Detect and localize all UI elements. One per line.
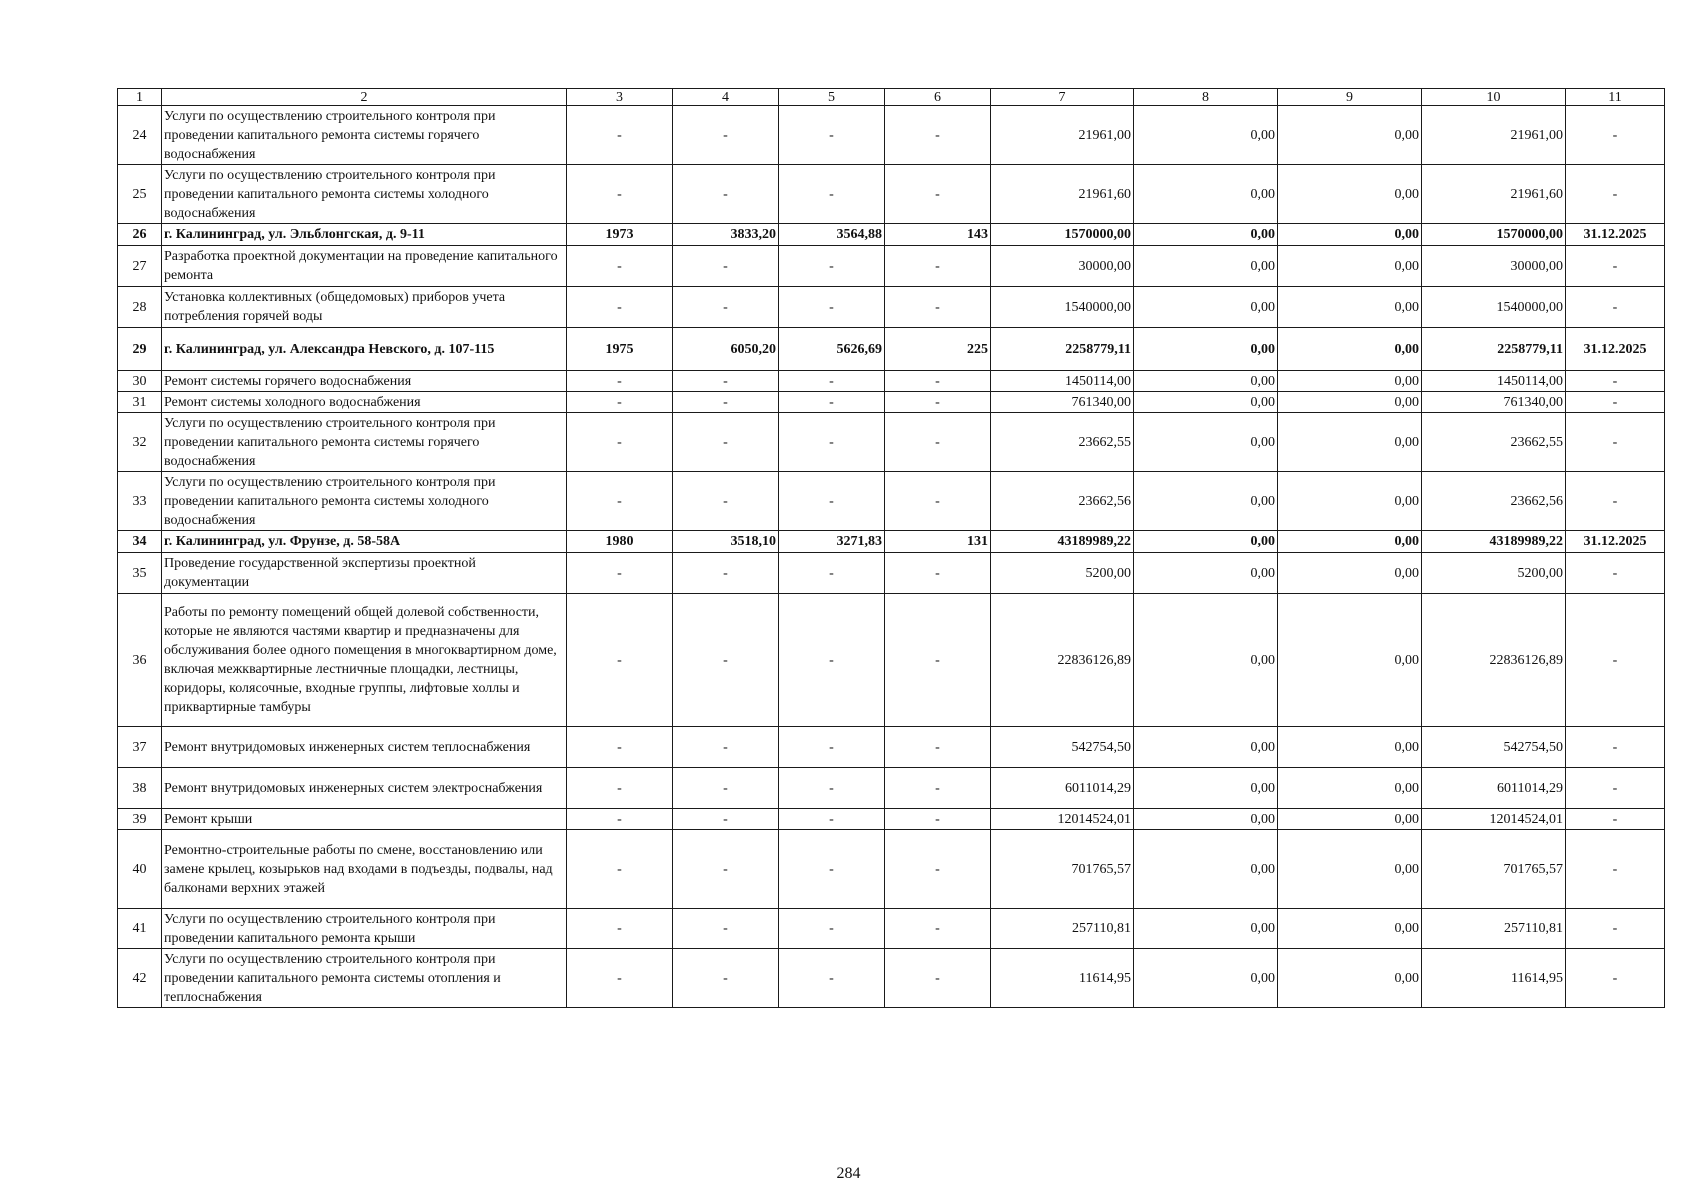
living-area-cell: - — [779, 472, 885, 531]
owner-cost-cell: 21961,00 — [1422, 106, 1566, 165]
deadline-cell: - — [1566, 830, 1665, 909]
work-item-row — [118, 392, 1665, 413]
address-cell: г. Калининград, ул. Александра Невского, д. 107-115 — [162, 328, 567, 371]
work-description: Ремонт системы горячего водоснабжения — [162, 371, 567, 392]
fund-cost-cell: 0,00 — [1134, 246, 1278, 287]
total-area-cell: - — [673, 246, 779, 287]
budget-cost-cell: 0,00 — [1278, 949, 1422, 1008]
deadline-cell: - — [1566, 727, 1665, 768]
living-area-cell: - — [779, 809, 885, 830]
row-number: 31 — [118, 392, 162, 413]
total-area-cell: - — [673, 106, 779, 165]
row-number: 35 — [118, 553, 162, 594]
total-area-cell: - — [673, 392, 779, 413]
living-area-cell: - — [779, 413, 885, 472]
total-cost-cell: 43189989,22 — [991, 531, 1134, 553]
work-description: Услуги по осуществлению строительного контроля при проведении капитального ремонта системы отопления и теплоснабжения — [162, 949, 567, 1008]
row-number: 29 — [118, 328, 162, 371]
budget-cost-cell: 0,00 — [1278, 371, 1422, 392]
fund-cost-cell: 0,00 — [1134, 106, 1278, 165]
living-area-cell: - — [779, 287, 885, 328]
budget-cost-cell: 0,00 — [1278, 165, 1422, 224]
owner-cost-cell: 11614,95 — [1422, 949, 1566, 1008]
budget-cost-cell: 0,00 — [1278, 392, 1422, 413]
residents-cell: - — [885, 909, 991, 949]
row-number: 34 — [118, 531, 162, 553]
owner-cost-cell: 23662,56 — [1422, 472, 1566, 531]
deadline-cell: - — [1566, 246, 1665, 287]
total-area-cell: 3518,10 — [673, 531, 779, 553]
work-item-row — [118, 553, 1665, 594]
year-cell: - — [567, 413, 673, 472]
fund-cost-cell: 0,00 — [1134, 830, 1278, 909]
address-cell: г. Калининград, ул. Фрунзе, д. 58-58А — [162, 531, 567, 553]
work-item-row — [118, 830, 1665, 909]
column-number: 11 — [1566, 89, 1665, 106]
residents-cell: - — [885, 830, 991, 909]
work-description: Разработка проектной документации на проведение капитального ремонта — [162, 246, 567, 287]
living-area-cell: - — [779, 594, 885, 727]
budget-cost-cell: 0,00 — [1278, 768, 1422, 809]
total-cost-cell: 1540000,00 — [991, 287, 1134, 328]
fund-cost-cell: 0,00 — [1134, 472, 1278, 531]
total-area-cell: - — [673, 830, 779, 909]
row-number: 41 — [118, 909, 162, 949]
budget-cost-cell: 0,00 — [1278, 553, 1422, 594]
deadline-cell: - — [1566, 768, 1665, 809]
column-number: 9 — [1278, 89, 1422, 106]
work-item-row — [118, 413, 1665, 472]
work-item-row — [118, 371, 1665, 392]
budget-cost-cell: 0,00 — [1278, 106, 1422, 165]
document-sheet — [117, 88, 1664, 1008]
total-area-cell: - — [673, 287, 779, 328]
column-number: 2 — [162, 89, 567, 106]
row-number: 40 — [118, 830, 162, 909]
work-description: Услуги по осуществлению строительного контроля при проведении капитального ремонта системы горячего водоснабжения — [162, 413, 567, 472]
work-item-row — [118, 165, 1665, 224]
year-cell: - — [567, 287, 673, 328]
year-cell: - — [567, 949, 673, 1008]
residents-cell: - — [885, 246, 991, 287]
row-number: 33 — [118, 472, 162, 531]
total-area-cell: - — [673, 472, 779, 531]
deadline-cell: - — [1566, 287, 1665, 328]
year-cell: 1973 — [567, 224, 673, 246]
total-area-cell: - — [673, 768, 779, 809]
total-area-cell: 3833,20 — [673, 224, 779, 246]
residents-cell: - — [885, 106, 991, 165]
budget-cost-cell: 0,00 — [1278, 809, 1422, 830]
deadline-cell: 31.12.2025 — [1566, 531, 1665, 553]
living-area-cell: - — [779, 727, 885, 768]
living-area-cell: - — [779, 371, 885, 392]
total-area-cell: - — [673, 165, 779, 224]
deadline-cell: - — [1566, 165, 1665, 224]
column-number: 6 — [885, 89, 991, 106]
deadline-cell: 31.12.2025 — [1566, 328, 1665, 371]
fund-cost-cell: 0,00 — [1134, 224, 1278, 246]
address-row — [118, 531, 1665, 553]
residents-cell: - — [885, 472, 991, 531]
budget-cost-cell: 0,00 — [1278, 594, 1422, 727]
address-cell: г. Калининград, ул. Эльблонгская, д. 9-11 — [162, 224, 567, 246]
work-item-row — [118, 246, 1665, 287]
fund-cost-cell: 0,00 — [1134, 768, 1278, 809]
year-cell: - — [567, 594, 673, 727]
row-number: 38 — [118, 768, 162, 809]
fund-cost-cell: 0,00 — [1134, 165, 1278, 224]
total-cost-cell: 22836126,89 — [991, 594, 1134, 727]
total-cost-cell: 542754,50 — [991, 727, 1134, 768]
column-number: 3 — [567, 89, 673, 106]
total-cost-cell: 5200,00 — [991, 553, 1134, 594]
row-number: 25 — [118, 165, 162, 224]
budget-cost-cell: 0,00 — [1278, 909, 1422, 949]
living-area-cell: - — [779, 392, 885, 413]
total-area-cell: - — [673, 371, 779, 392]
row-number: 36 — [118, 594, 162, 727]
work-description: Услуги по осуществлению строительного контроля при проведении капитального ремонта системы холодного водоснабжения — [162, 472, 567, 531]
residents-cell: - — [885, 727, 991, 768]
total-cost-cell: 257110,81 — [991, 909, 1134, 949]
fund-cost-cell: 0,00 — [1134, 371, 1278, 392]
work-item-row — [118, 809, 1665, 830]
row-number: 42 — [118, 949, 162, 1008]
fund-cost-cell: 0,00 — [1134, 727, 1278, 768]
work-description: Ремонт крыши — [162, 809, 567, 830]
year-cell: - — [567, 809, 673, 830]
total-cost-cell: 23662,55 — [991, 413, 1134, 472]
fund-cost-cell: 0,00 — [1134, 553, 1278, 594]
budget-cost-cell: 0,00 — [1278, 727, 1422, 768]
row-number: 30 — [118, 371, 162, 392]
row-number: 32 — [118, 413, 162, 472]
row-number: 27 — [118, 246, 162, 287]
table-body — [118, 89, 1665, 1008]
residents-cell: 131 — [885, 531, 991, 553]
living-area-cell: - — [779, 246, 885, 287]
column-number: 7 — [991, 89, 1134, 106]
work-description: Установка коллективных (общедомовых) приборов учета потребления горячей воды — [162, 287, 567, 328]
budget-cost-cell: 0,00 — [1278, 328, 1422, 371]
column-number: 4 — [673, 89, 779, 106]
deadline-cell: - — [1566, 472, 1665, 531]
owner-cost-cell: 30000,00 — [1422, 246, 1566, 287]
residents-cell: - — [885, 413, 991, 472]
living-area-cell: - — [779, 949, 885, 1008]
work-description: Ремонтно-строительные работы по смене, восстановлению или замене крылец, козырьков над входами в подъезды, подвалы, над балконами верхних этажей — [162, 830, 567, 909]
year-cell: - — [567, 768, 673, 809]
deadline-cell: - — [1566, 371, 1665, 392]
work-item-row — [118, 106, 1665, 165]
page-number: 284 — [836, 1165, 861, 1182]
owner-cost-cell: 1570000,00 — [1422, 224, 1566, 246]
owner-cost-cell: 5200,00 — [1422, 553, 1566, 594]
year-cell: 1975 — [567, 328, 673, 371]
living-area-cell: 5626,69 — [779, 328, 885, 371]
owner-cost-cell: 761340,00 — [1422, 392, 1566, 413]
total-cost-cell: 23662,56 — [991, 472, 1134, 531]
year-cell: - — [567, 830, 673, 909]
work-item-row — [118, 287, 1665, 328]
residents-cell: - — [885, 165, 991, 224]
total-area-cell: - — [673, 727, 779, 768]
budget-cost-cell: 0,00 — [1278, 531, 1422, 553]
deadline-cell: - — [1566, 392, 1665, 413]
owner-cost-cell: 21961,60 — [1422, 165, 1566, 224]
work-description: Ремонт внутридомовых инженерных систем электроснабжения — [162, 768, 567, 809]
column-number-row — [118, 89, 1665, 106]
total-cost-cell: 21961,60 — [991, 165, 1134, 224]
work-description: Ремонт системы холодного водоснабжения — [162, 392, 567, 413]
total-cost-cell: 11614,95 — [991, 949, 1134, 1008]
owner-cost-cell: 43189989,22 — [1422, 531, 1566, 553]
year-cell: - — [567, 553, 673, 594]
residents-cell: 143 — [885, 224, 991, 246]
living-area-cell: - — [779, 830, 885, 909]
budget-cost-cell: 0,00 — [1278, 830, 1422, 909]
owner-cost-cell: 2258779,11 — [1422, 328, 1566, 371]
total-cost-cell: 761340,00 — [991, 392, 1134, 413]
owner-cost-cell: 701765,57 — [1422, 830, 1566, 909]
deadline-cell: 31.12.2025 — [1566, 224, 1665, 246]
total-area-cell: - — [673, 413, 779, 472]
fund-cost-cell: 0,00 — [1134, 531, 1278, 553]
column-number: 8 — [1134, 89, 1278, 106]
total-area-cell: - — [673, 594, 779, 727]
total-area-cell: - — [673, 909, 779, 949]
residents-cell: 225 — [885, 328, 991, 371]
budget-cost-cell: 0,00 — [1278, 246, 1422, 287]
fund-cost-cell: 0,00 — [1134, 949, 1278, 1008]
year-cell: - — [567, 246, 673, 287]
address-row — [118, 224, 1665, 246]
row-number: 26 — [118, 224, 162, 246]
living-area-cell: 3564,88 — [779, 224, 885, 246]
row-number: 37 — [118, 727, 162, 768]
residents-cell: - — [885, 768, 991, 809]
living-area-cell: - — [779, 909, 885, 949]
residents-cell: - — [885, 809, 991, 830]
work-description: Услуги по осуществлению строительного контроля при проведении капитального ремонта системы холодного водоснабжения — [162, 165, 567, 224]
year-cell: - — [567, 165, 673, 224]
living-area-cell: - — [779, 553, 885, 594]
total-cost-cell: 6011014,29 — [991, 768, 1134, 809]
owner-cost-cell: 257110,81 — [1422, 909, 1566, 949]
year-cell: - — [567, 727, 673, 768]
work-item-row — [118, 594, 1665, 727]
row-number: 24 — [118, 106, 162, 165]
year-cell: - — [567, 106, 673, 165]
work-description: Услуги по осуществлению строительного контроля при проведении капитального ремонта крыши — [162, 909, 567, 949]
year-cell: - — [567, 371, 673, 392]
fund-cost-cell: 0,00 — [1134, 909, 1278, 949]
fund-cost-cell: 0,00 — [1134, 328, 1278, 371]
column-number: 5 — [779, 89, 885, 106]
budget-cost-cell: 0,00 — [1278, 287, 1422, 328]
fund-cost-cell: 0,00 — [1134, 287, 1278, 328]
deadline-cell: - — [1566, 594, 1665, 727]
living-area-cell: - — [779, 106, 885, 165]
total-cost-cell: 701765,57 — [991, 830, 1134, 909]
work-item-row — [118, 909, 1665, 949]
fund-cost-cell: 0,00 — [1134, 413, 1278, 472]
total-area-cell: - — [673, 949, 779, 1008]
work-description: Ремонт внутридомовых инженерных систем теплоснабжения — [162, 727, 567, 768]
year-cell: - — [567, 392, 673, 413]
owner-cost-cell: 12014524,01 — [1422, 809, 1566, 830]
total-area-cell: - — [673, 809, 779, 830]
capital-repair-table — [117, 88, 1665, 1008]
row-number: 39 — [118, 809, 162, 830]
living-area-cell: - — [779, 165, 885, 224]
living-area-cell: 3271,83 — [779, 531, 885, 553]
total-cost-cell: 1570000,00 — [991, 224, 1134, 246]
work-item-row — [118, 768, 1665, 809]
residents-cell: - — [885, 287, 991, 328]
fund-cost-cell: 0,00 — [1134, 392, 1278, 413]
column-number: 1 — [118, 89, 162, 106]
residents-cell: - — [885, 553, 991, 594]
year-cell: - — [567, 472, 673, 531]
residents-cell: - — [885, 371, 991, 392]
work-item-row — [118, 727, 1665, 768]
total-cost-cell: 12014524,01 — [991, 809, 1134, 830]
deadline-cell: - — [1566, 106, 1665, 165]
row-number: 28 — [118, 287, 162, 328]
deadline-cell: - — [1566, 809, 1665, 830]
total-cost-cell: 30000,00 — [991, 246, 1134, 287]
budget-cost-cell: 0,00 — [1278, 413, 1422, 472]
year-cell: - — [567, 909, 673, 949]
residents-cell: - — [885, 949, 991, 1008]
residents-cell: - — [885, 594, 991, 727]
total-cost-cell: 21961,00 — [991, 106, 1134, 165]
address-row — [118, 328, 1665, 371]
deadline-cell: - — [1566, 553, 1665, 594]
work-description: Работы по ремонту помещений общей долевой собственности, которые не являются частями квартир и предназначены для обслуживания более одного помещения в многоквартирном доме, включая межквартирные лестничные площадки, лестницы, коридоры, колясочные, входные группы, лифтовые холлы и приквартирные тамбуры — [162, 594, 567, 727]
year-cell: 1980 — [567, 531, 673, 553]
deadline-cell: - — [1566, 413, 1665, 472]
living-area-cell: - — [779, 768, 885, 809]
total-cost-cell: 1450114,00 — [991, 371, 1134, 392]
total-area-cell: 6050,20 — [673, 328, 779, 371]
owner-cost-cell: 1540000,00 — [1422, 287, 1566, 328]
budget-cost-cell: 0,00 — [1278, 224, 1422, 246]
total-area-cell: - — [673, 553, 779, 594]
residents-cell: - — [885, 392, 991, 413]
owner-cost-cell: 23662,55 — [1422, 413, 1566, 472]
owner-cost-cell: 1450114,00 — [1422, 371, 1566, 392]
work-item-row — [118, 472, 1665, 531]
deadline-cell: - — [1566, 949, 1665, 1008]
owner-cost-cell: 542754,50 — [1422, 727, 1566, 768]
deadline-cell: - — [1566, 909, 1665, 949]
total-cost-cell: 2258779,11 — [991, 328, 1134, 371]
owner-cost-cell: 6011014,29 — [1422, 768, 1566, 809]
fund-cost-cell: 0,00 — [1134, 594, 1278, 727]
work-description: Услуги по осуществлению строительного контроля при проведении капитального ремонта системы горячего водоснабжения — [162, 106, 567, 165]
work-description: Проведение государственной экспертизы проектной документации — [162, 553, 567, 594]
budget-cost-cell: 0,00 — [1278, 472, 1422, 531]
column-number: 10 — [1422, 89, 1566, 106]
fund-cost-cell: 0,00 — [1134, 809, 1278, 830]
work-item-row — [118, 949, 1665, 1008]
owner-cost-cell: 22836126,89 — [1422, 594, 1566, 727]
